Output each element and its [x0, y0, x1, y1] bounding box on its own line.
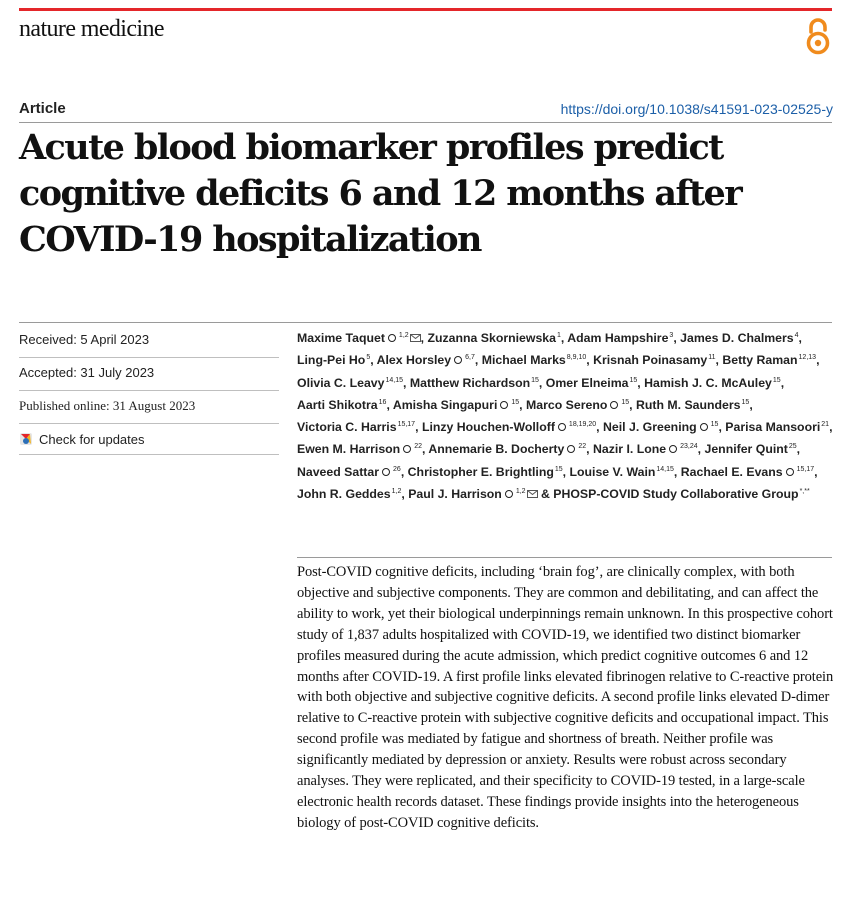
author-affiliation: 1,2 [398, 332, 409, 339]
author-name[interactable]: Zuzanna Skorniewska$^1$ [427, 331, 561, 345]
author-list: Maxime Taquet $^{1,2}$ , Zuzanna Skorniewska$^1$, Adam Hampshire$^3$, James D. Chalmers$^4$, Ling-Pei Ho$^5$, Alex Horsley $^{6,7}$, Michael Marks$^{8,9,10}$, Krisnah Poinasamy$^{11}$, Betty Raman$^{12,13}$, Olivia C. Leavy$^{14,15}$, Matthew Richardson$^{15}$, Omer Elneima$^{15}$, Hamish J. C. McAuley$^{15}$, Aarti Shikotra$^{16}$, Amisha Singapuri $^{15}$, Marco Sereno $^{15}$, Ruth M. Saunders$^{15}$, Victoria C. Harris$^{15,17}$, Linzy Houchen-Wolloff $^{18,19,20}$, Neil J. Greening $^{15}$, Parisa Mansoori$^{21}$, Ewen M. Harrison $^{22}$, Annemarie B. Docherty $^{22}$, Nazir I. Lone $^{23,24}$, Jennifer Quint$^{25}$, Naveed Sattar $^{26}$, Christopher E. Brightling$^{15}$, Louise V. Wain$^{14,15}$, Rachael E. Evans $^{15,17}$, John R. Geddes$^{1,2}$, Paul J. Harrison $^{1,2}$ & PHOSP-COVID Study Collaborative Group*,** [297, 331, 833, 502]
author-name[interactable]: Annemarie B. Docherty $^{22}$ [428, 442, 587, 457]
author-affiliation: 8,9,10 [566, 354, 587, 362]
author-affiliation: 4 [794, 332, 799, 339]
orcid-icon[interactable] [700, 423, 708, 431]
orcid-icon[interactable] [567, 445, 575, 453]
author-name[interactable]: Jennifer Quint$^{25}$ [704, 442, 797, 457]
email-icon[interactable] [527, 490, 538, 498]
author-affiliation: 15 [511, 398, 520, 406]
author-affiliation: 5 [366, 354, 371, 362]
author-name[interactable]: Omer Elneima$^{15}$ [545, 375, 638, 390]
author-affiliation: 21 [821, 421, 830, 429]
email-icon[interactable] [410, 334, 421, 342]
accepted-date: Accepted: 31 July 2023 [19, 358, 279, 391]
author-name[interactable]: Ruth M. Saunders$^{15}$ [635, 397, 750, 412]
title-divider [19, 322, 832, 323]
received-date: Received: 5 April 2023 [19, 325, 279, 358]
author-name[interactable]: Adam Hampshire$^3$ [567, 331, 674, 345]
author-affiliation: 18,19,20 [568, 421, 597, 429]
author-affiliation: 23,24 [680, 443, 698, 451]
author-name[interactable]: Krisnah Poinasamy$^{11}$ [593, 353, 716, 368]
author-affiliation: 22 [414, 443, 422, 451]
author-affiliation: 15 [531, 376, 539, 384]
article-dates [19, 325, 279, 455]
author-name[interactable]: Linzy Houchen-Wolloff $^{18,19,20}$ [421, 420, 597, 435]
author-affiliation: 15 [629, 376, 638, 384]
author-affiliation: 14,15 [656, 465, 674, 473]
abstract-divider [297, 557, 832, 558]
author-affiliation: 16 [378, 398, 387, 406]
author-affiliation: 1 [556, 332, 561, 339]
check-updates-icon [19, 432, 33, 446]
author-affiliation: 22 [578, 443, 587, 451]
author-affiliation: 12,13 [798, 354, 817, 362]
author-name[interactable]: Olivia C. Leavy$^{14,15}$ [297, 375, 404, 390]
author-name[interactable]: Michael Marks$^{8,9,10}$ [481, 353, 587, 368]
author-name[interactable]: Victoria C. Harris$^{15,17}$ [297, 420, 416, 435]
journal-color-bar [19, 8, 832, 11]
open-access-icon[interactable] [803, 17, 833, 57]
author-affiliation: 3 [669, 332, 674, 339]
author-affiliation: 1,2 [515, 488, 526, 496]
orcid-icon[interactable] [382, 468, 390, 476]
author-affiliation: 25 [788, 443, 797, 451]
author-affiliation: 11 [708, 354, 716, 362]
author-name[interactable]: Neil J. Greening $^{15}$ [603, 420, 719, 435]
orcid-icon[interactable] [558, 423, 566, 431]
author-name[interactable]: Amisha Singapuri $^{15}$ [392, 397, 520, 412]
orcid-icon[interactable] [610, 401, 618, 409]
author-affiliation: 15 [554, 465, 563, 473]
author-name[interactable]: Alex Horsley $^{6,7}$ [376, 353, 475, 368]
author-name[interactable]: Rachael E. Evans $^{15,17}$ [680, 464, 815, 479]
check-for-updates[interactable] [19, 424, 279, 455]
author-name[interactable]: Maxime Taquet $^{1,2}$ [297, 331, 421, 345]
author-name[interactable]: Marco Sereno $^{15}$ [526, 397, 630, 412]
author-name[interactable]: Nazir I. Lone $^{23,24}$ [593, 442, 698, 457]
author-name[interactable]: John R. Geddes$^{1,2}$ [297, 487, 402, 502]
author-name[interactable]: Louise V. Wain$^{14,15}$ [569, 464, 674, 479]
author-affiliation: 26 [393, 465, 401, 473]
orcid-icon[interactable] [500, 401, 508, 409]
author-affiliation: 15 [741, 398, 750, 406]
author-name[interactable]: & PHOSP-COVID Study Collaborative Group*,** [540, 487, 810, 502]
header-divider [19, 122, 832, 123]
author-name[interactable]: Ewen M. Harrison $^{22}$ [297, 442, 422, 457]
orcid-icon[interactable] [669, 445, 677, 453]
author-affiliation: 15 [772, 376, 781, 384]
author-name[interactable]: Naveed Sattar $^{26}$ [297, 464, 401, 479]
author-name[interactable]: Ling-Pei Ho$^5$ [297, 353, 371, 368]
author-name[interactable]: Paul J. Harrison $^{1,2}$ [408, 487, 537, 501]
author-affiliation: 15 [621, 398, 630, 406]
author-name[interactable]: Christopher E. Brightling$^{15}$ [407, 464, 563, 479]
abstract: Post-COVID cognitive deficits, including ‘brain fog’, are clinically complex, with both objective and subjective components. They are common and debilitating, and can affect the ability to work, yet their biological underpinnings remain unknown. In this prospective cohort study of 1,837 adults hospitalized with COVID-19, we identified two distinct biomarker profiles measured during the acute admission, which predict cognitive outcomes 6 and 12 months after COVID-19. A first profile links elevated fibrinogen relative to C-reactive protein with both objective and subjective cognitive deficits. A second profile links elevated D-dimer relative to C-reactive protein with subjective cognitive deficits and occupational impact. This second profile was mediated by fatigue and shortness of breath. Neither profile was significantly mediated by depression or anxiety. Results were robust across secondary analyses. They were replicated, and their specificity to COVID-19 tested, in a large-scale electronic health records dataset. These findings provide insights into the heterogeneous biology of post-COVID cognitive deficits. [297, 564, 834, 831]
author-affiliation: 6,7 [465, 354, 475, 362]
article-title: Acute blood biomarker profiles predict cognitive deficits 6 and 12 months after COVID-19 hospitalization [19, 127, 742, 260]
author-affiliation: 15 [710, 421, 719, 429]
orcid-icon[interactable] [403, 445, 411, 453]
article-type: Article [19, 100, 66, 117]
author-affiliation: 15,17 [397, 421, 416, 429]
check-updates-label: Check for updates [39, 431, 145, 447]
author-name[interactable]: Hamish J. C. McAuley$^{15}$ [644, 375, 781, 390]
author-name[interactable]: Parisa Mansoori$^{21}$ [725, 420, 830, 435]
author-name[interactable]: Matthew Richardson$^{15}$ [409, 375, 539, 390]
author-name[interactable]: Aarti Shikotra$^{16}$ [297, 397, 387, 412]
author-affiliation: 15,17 [796, 465, 815, 473]
orcid-icon[interactable] [454, 356, 462, 364]
orcid-icon[interactable] [388, 334, 396, 342]
published-date: Published online: 31 August 2023 [19, 391, 279, 424]
doi-link[interactable]: https://doi.org/10.1038/s41591-023-02525-y [560, 101, 833, 117]
author-affiliation: 14,15 [385, 376, 404, 384]
orcid-icon[interactable] [505, 490, 513, 498]
author-name[interactable]: Betty Raman$^{12,13}$ [722, 353, 817, 368]
author-name[interactable]: James D. Chalmers$^4$ [680, 331, 799, 345]
author-affiliation: 1,2 [391, 488, 402, 496]
journal-name: nature medicine [19, 16, 164, 42]
orcid-icon[interactable] [786, 468, 794, 476]
author-affiliation: *,** [799, 488, 810, 496]
